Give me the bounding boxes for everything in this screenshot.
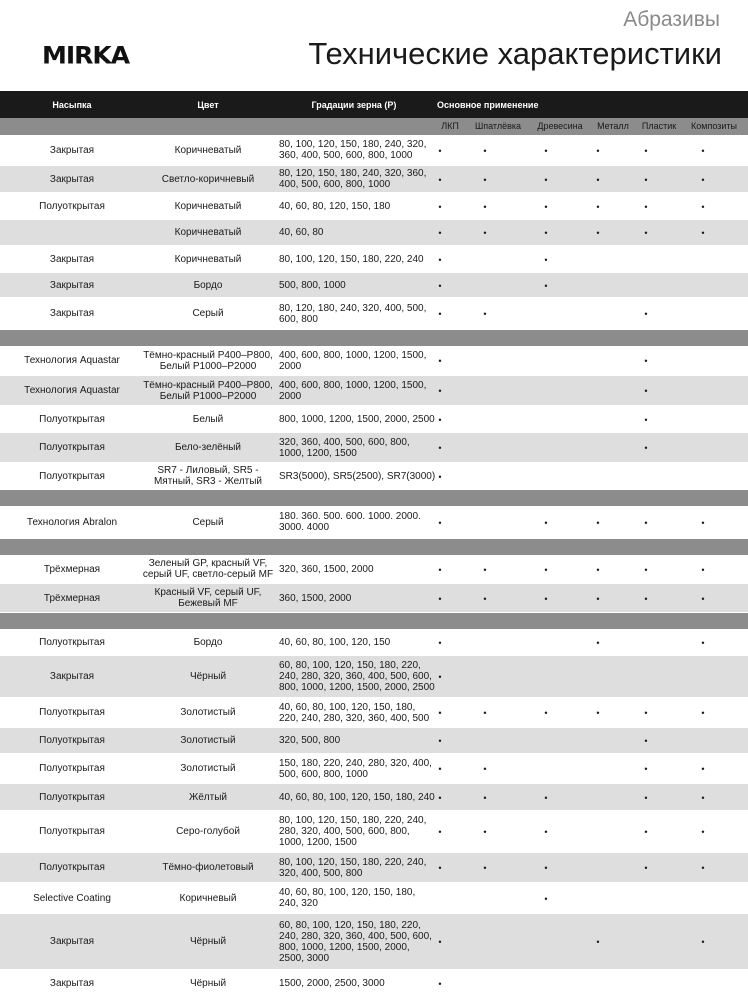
application-dot: • [544, 280, 548, 291]
material-label: Пластик [641, 121, 677, 131]
application-dot: • [701, 827, 705, 837]
application-dot: • [701, 145, 705, 156]
application-dot: • [438, 863, 442, 873]
color-cell: Красный VF, серый UF, Бежевый MF [154, 587, 262, 609]
table-row [0, 135, 748, 166]
table-row [0, 273, 748, 298]
material-label: Шпатлёвка [475, 121, 522, 131]
grades-cell: 80, 120, 150, 180, 240, 320, 360, 400, 500, 600, 800, 1000 [279, 168, 427, 190]
grades-cell: 800, 1000, 1200, 1500, 2000, 2500 [279, 413, 435, 425]
application-dot: • [438, 471, 442, 482]
grades-cell: 80, 120, 180, 240, 320, 400, 500, 600, 800 [279, 302, 427, 325]
application-dot: • [644, 593, 648, 604]
application-dot: • [544, 145, 548, 156]
application-dot: • [701, 937, 705, 947]
application-dot: • [544, 827, 548, 837]
application-dot: • [438, 145, 442, 156]
application-dot: • [483, 309, 487, 319]
application-dot: • [438, 386, 442, 396]
grades-cell: 360, 1500, 2000 [279, 592, 352, 604]
grades-cell: 150, 180, 220, 240, 280, 320, 400, 500, 600, 800, 1000 [279, 757, 432, 780]
application-dot: • [701, 201, 705, 212]
grades-cell: 40, 60, 80, 100, 120, 150, 180, 240 [279, 791, 435, 803]
color-cell: Серый [192, 516, 224, 528]
grades-cell: 40, 60, 80, 100, 120, 150 [279, 636, 391, 648]
application-dot: • [544, 863, 548, 873]
backing-cell: Закрытая [49, 279, 95, 291]
application-dot: • [438, 736, 442, 746]
application-dot: • [644, 792, 648, 803]
table-row [0, 728, 748, 754]
application-dot: • [438, 593, 442, 604]
color-cell: Серый [192, 308, 224, 319]
application-dot: • [438, 201, 442, 212]
application-dot: • [644, 201, 648, 212]
table-row [0, 754, 748, 784]
grades-cell: 60, 80, 100, 120, 150, 180, 220, 240, 280, 320, 360, 400, 500, 600, 800, 1000, 1200, 1500, 2000, 2500 [279, 660, 435, 693]
table-row [0, 584, 748, 613]
grades-cell: 1500, 2000, 2500, 3000 [279, 978, 385, 989]
color-cell: Чёрный [189, 978, 227, 989]
color-cell: Белый [192, 413, 224, 425]
backing-cell: Полуоткрытая [39, 763, 105, 774]
backing-cell: Полуоткрытая [39, 442, 105, 453]
application-dot: • [483, 228, 487, 238]
color-cell: Чёрный [189, 671, 227, 682]
application-dot: • [644, 764, 648, 774]
grades-cell: 80, 100, 120, 150, 180, 240, 320, 360, 400, 500, 600, 800, 1000 [279, 139, 427, 161]
backing-cell: Selective Coating [33, 892, 111, 904]
application-dot: • [438, 937, 442, 947]
page-header [0, 0, 748, 90]
color-cell: Коричневатый [174, 200, 242, 212]
application-dot: • [438, 414, 442, 425]
column-header-grades: Градации зерна (P) [311, 100, 397, 110]
table-row [0, 346, 748, 376]
backing-cell: Закрытая [49, 978, 95, 989]
grades-cell: 80, 100, 120, 150, 180, 220, 240 [279, 253, 424, 265]
table-row [0, 914, 748, 970]
table-row [0, 656, 748, 698]
table-row [0, 463, 748, 490]
table-row [0, 629, 748, 656]
table-row [0, 220, 748, 246]
color-cell: Бордо [193, 279, 223, 291]
application-dot: • [544, 174, 548, 185]
application-dot: • [483, 564, 487, 575]
color-cell: Золотистый [180, 735, 236, 746]
backing-cell: Закрытая [49, 671, 95, 682]
backing-cell: Полуоткрытая [39, 826, 105, 837]
table-row [0, 433, 748, 463]
application-dot: • [596, 517, 600, 528]
application-dot: • [483, 863, 487, 873]
backing-cell: Полуоткрытая [39, 636, 105, 648]
color-cell: Бордо [193, 636, 223, 648]
backing-cell: Полуоткрытая [39, 862, 105, 873]
table-row [0, 246, 748, 273]
application-dot: • [544, 593, 548, 604]
application-dot: • [644, 228, 648, 238]
grades-cell: 320, 360, 400, 500, 600, 800, 1000, 1200, 1500 [279, 436, 410, 459]
color-cell: Зеленый GP, красный VF, серый UF, светло-серый MF [142, 558, 274, 580]
application-dot: • [544, 708, 548, 718]
table-row [0, 298, 748, 330]
section-separator [0, 613, 748, 629]
application-dot: • [644, 356, 648, 366]
color-cell: SR7 - Лиловый, SR5 - Мятный, SR3 - Желтый [153, 465, 263, 487]
application-dot: • [644, 414, 648, 425]
application-dot: • [701, 637, 705, 648]
application-dot: • [701, 174, 705, 185]
grades-cell: SR3(5000), SR5(2500), SR7(3000) [279, 470, 436, 482]
grades-cell: 500, 800, 1000 [279, 279, 346, 291]
application-dot: • [544, 228, 548, 238]
color-cell: Тёмно-фиолетовый [162, 862, 254, 873]
backing-cell: Трёхмерная [43, 592, 101, 604]
backing-cell: Технология Abralon [26, 516, 118, 528]
application-dot: • [644, 517, 648, 528]
table-row [0, 193, 748, 220]
application-dot: • [438, 254, 442, 265]
section-separator [0, 539, 748, 555]
application-dot: • [644, 386, 648, 396]
backing-cell: Полуоткрытая [39, 707, 105, 718]
color-cell: Жёлтый [189, 791, 227, 803]
application-dot: • [644, 827, 648, 837]
application-dot: • [544, 792, 548, 803]
application-dot: • [596, 593, 600, 604]
application-dot: • [596, 708, 600, 718]
application-dot: • [544, 893, 548, 904]
application-dot: • [438, 637, 442, 648]
color-cell: Чёрный [189, 936, 227, 947]
application-dot: • [483, 145, 487, 156]
table-row [0, 506, 748, 539]
column-header-color: Цвет [197, 100, 219, 110]
application-dot: • [483, 174, 487, 185]
application-dot: • [701, 708, 705, 718]
table-row [0, 883, 748, 914]
table-row [0, 853, 748, 883]
grades-cell: 40, 60, 80, 100, 120, 150, 180, 240, 320 [279, 887, 416, 909]
backing-cell: Полуоткрытая [39, 470, 105, 482]
column-header-backing: Насыпка [52, 100, 92, 110]
column-header-application: Основное применение [437, 100, 539, 110]
grades-cell: 60, 80, 100, 120, 150, 180, 220, 240, 280, 320, 360, 400, 500, 600, 800, 1000, 1200, 1500, 2000, 2500, 3000 [279, 919, 432, 964]
color-cell: Тёмно-красный P400–P800, Белый P1000–P2000 [143, 349, 273, 372]
color-cell: Серо-голубой [176, 826, 240, 837]
application-dot: • [596, 201, 600, 212]
material-label: Металл [597, 121, 629, 131]
application-dot: • [644, 174, 648, 185]
application-dot: • [438, 517, 442, 528]
grades-cell: 40, 60, 80, 120, 150, 180 [279, 200, 391, 212]
color-cell: Коричневатый [174, 253, 242, 265]
backing-cell: Закрытая [49, 253, 95, 265]
application-dot: • [596, 174, 600, 185]
application-dot: • [701, 792, 705, 803]
application-dot: • [438, 174, 442, 185]
application-dot: • [544, 254, 548, 265]
application-dot: • [438, 309, 442, 319]
color-cell: Коричневатый [174, 144, 242, 156]
table-row [0, 406, 748, 433]
application-dot: • [438, 672, 442, 682]
application-dot: • [596, 145, 600, 156]
application-dot: • [596, 937, 600, 947]
application-dot: • [644, 708, 648, 718]
material-label: ЛКП [441, 121, 459, 131]
application-dot: • [438, 764, 442, 774]
backing-cell: Полуоткрытая [39, 200, 105, 212]
grades-cell: 400, 600, 800, 1000, 1200, 1500, 2000 [279, 379, 427, 402]
application-dot: • [701, 517, 705, 528]
application-dot: • [438, 979, 442, 989]
application-dot: • [483, 792, 487, 803]
backing-cell: Трёхмерная [43, 563, 101, 575]
backing-cell: Закрытая [49, 308, 95, 319]
color-cell: Золотистый [180, 707, 236, 718]
application-dot: • [701, 764, 705, 774]
page-title: Технические характеристики [308, 36, 722, 71]
application-dot: • [483, 764, 487, 774]
table-row [0, 970, 748, 998]
application-dot: • [644, 309, 648, 319]
backing-cell [0, 220, 144, 245]
application-dot: • [596, 564, 600, 575]
grades-cell: 80, 100, 120, 150, 180, 220, 240, 320, 400, 500, 800 [279, 856, 427, 879]
application-dot: • [438, 708, 442, 718]
table-row [0, 166, 748, 193]
application-dot: • [438, 280, 442, 291]
application-dot: • [438, 792, 442, 803]
table-header [0, 91, 748, 118]
application-dot: • [544, 517, 548, 528]
application-dot: • [644, 443, 648, 453]
brand-logo: MIRKA [42, 41, 130, 70]
application-dot: • [644, 863, 648, 873]
application-dot: • [483, 593, 487, 604]
material-label: Композиты [691, 121, 737, 131]
color-cell: Коричневый [179, 892, 237, 904]
application-dot: • [701, 228, 705, 238]
backing-cell: Полуоткрытая [39, 735, 105, 746]
backing-cell: Полуоткрытая [39, 791, 105, 803]
grades-cell: 400, 600, 800, 1000, 1200, 1500, 2000 [279, 349, 427, 372]
application-dot: • [483, 827, 487, 837]
application-dot: • [644, 564, 648, 575]
application-dot: • [438, 228, 442, 238]
backing-cell: Полуоткрытая [39, 413, 105, 425]
specs-table [0, 118, 748, 998]
table-row [0, 376, 748, 406]
table-row [0, 698, 748, 728]
section-title: Абразивы [623, 8, 720, 31]
backing-cell: Технология Aquastar [24, 355, 120, 366]
application-dot: • [644, 145, 648, 156]
application-dot: • [483, 201, 487, 212]
application-dot: • [438, 564, 442, 575]
application-dot: • [701, 593, 705, 604]
grades-cell: 320, 500, 800 [279, 735, 341, 746]
application-dot: • [644, 736, 648, 746]
section-separator [0, 330, 748, 346]
application-dot: • [483, 708, 487, 718]
application-dot: • [544, 201, 548, 212]
color-cell: Тёмно-красный P400–P800, Белый P1000–P2000 [143, 379, 273, 402]
materials-subheader [0, 118, 748, 135]
grades-cell: 40, 60, 80 [279, 227, 324, 238]
grades-cell: 320, 360, 1500, 2000 [279, 563, 374, 575]
grades-cell: 40, 60, 80, 100, 120, 150, 180, 220, 240, 280, 320, 360, 400, 500 [279, 701, 430, 724]
application-dot: • [438, 827, 442, 837]
application-dot: • [438, 356, 442, 366]
application-dot: • [596, 637, 600, 648]
material-label: Древесина [537, 121, 583, 131]
color-cell: Золотистый [180, 763, 236, 774]
table-row [0, 555, 748, 584]
section-separator [0, 490, 748, 506]
application-dot: • [701, 863, 705, 873]
table-row [0, 784, 748, 811]
backing-cell: Закрытая [49, 936, 95, 947]
color-cell: Бело-зелёный [174, 442, 242, 453]
application-dot: • [544, 564, 548, 575]
color-cell: Коричневатый [174, 227, 242, 238]
application-dot: • [701, 564, 705, 575]
backing-cell: Закрытая [49, 144, 95, 156]
backing-cell: Закрытая [49, 173, 95, 185]
backing-cell: Технология Aquastar [24, 385, 120, 396]
table-row [0, 811, 748, 853]
color-cell: Светло-коричневый [161, 173, 255, 185]
application-dot: • [596, 228, 600, 238]
grades-cell: 180. 360. 500. 600. 1000. 2000. 3000. 4000 [279, 511, 421, 533]
application-dot: • [438, 443, 442, 453]
grades-cell: 80, 100, 120, 150, 180, 220, 240, 280, 320, 400, 500, 600, 800, 1000, 1200, 1500 [279, 815, 427, 848]
